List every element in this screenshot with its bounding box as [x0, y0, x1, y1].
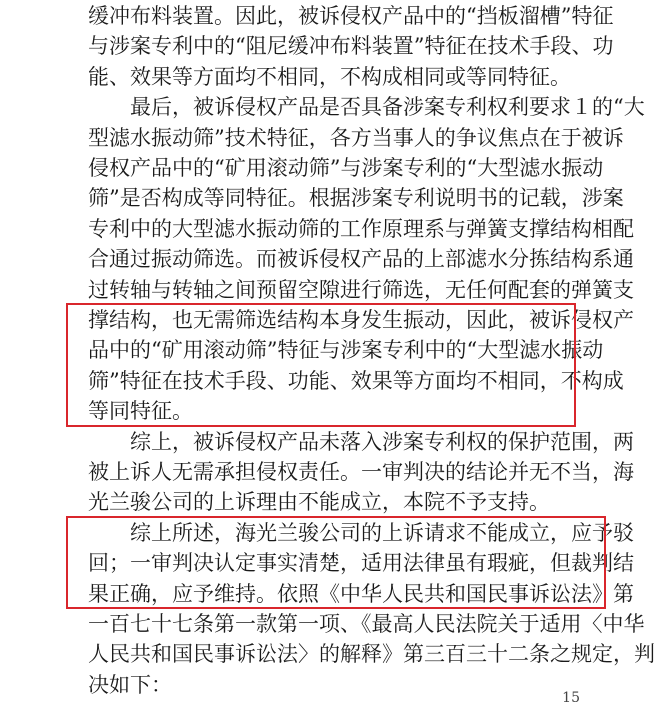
text-line-4: 最后，被诉侵权产品是否具备涉案专利权利要求１的“大	[130, 95, 645, 120]
text-line-17: 光兰骏公司的上诉理由不能成立，本院不予支持。	[88, 490, 550, 515]
text-line-9: 合通过振动筛选。而被诉侵权产品的上部滤水分拣结构系通	[88, 247, 634, 272]
text-line-10: 过转轴与转轴之间预留空隙进行筛选，无任何配套的弹簧支	[88, 277, 634, 302]
text-line-20: 果正确，应予维持。依照《中华人民共和国民事诉讼法》第	[88, 581, 634, 606]
text-line-12: 品中的“矿用滚动筛”特征与涉案专利中的“大型滤水振动	[88, 338, 604, 363]
highlight-box-1	[66, 303, 634, 427]
text-line-8: 专利中的大型滤水振动筛的工作原理系与弹簧支撑结构相配	[88, 216, 634, 241]
text-line-13: 筛”特征在技术手段、功能、效果等方面均不相同，不构成	[88, 368, 624, 393]
text-line-11: 撑结构，也无需筛选结构本身发生振动，因此，被诉侵权产	[88, 308, 634, 332]
page-number: 15	[562, 690, 580, 706]
text-line-14: 等同特征。	[88, 399, 193, 424]
text-line-16: 被上诉人无需承担侵权责任。一审判决的结论并无不当，海	[88, 460, 634, 484]
text-line-15: 综上，被诉侵权产品未落入涉案专利权的保护范围，两	[130, 429, 634, 454]
text-line-1: 缓冲布料装置。因此，被诉侵权产品中的“挡板溜槽”特征	[88, 4, 614, 28]
text-line-19: 回；一审判决认定事实清楚，适用法律虽有瑕疵，但裁判结	[88, 551, 634, 576]
highlight-box-2	[66, 516, 634, 609]
text-line-18: 综上所述，海光兰骏公司的上诉请求不能成立，应予驳	[130, 520, 634, 545]
text-line-21: 一百七十七条第一款第一项、《最高人民法院关于适用〈中华	[88, 612, 645, 636]
text-line-23: 决如下：	[88, 672, 172, 697]
text-line-6: 侵权产品中的“矿用滚动筛”与涉案专利的“大型滤水振动	[88, 156, 604, 180]
text-line-2: 与涉案专利中的“阻尼缓冲布料装置”特征在技术手段、功	[88, 34, 614, 59]
text-line-22: 人民共和国民事诉讼法〉的解释》第三百三十二条之规定，判	[88, 642, 655, 667]
text-line-7: 筛”是否构成等同特征。根据涉案专利说明书的记载，涉案	[88, 186, 624, 211]
text-line-3: 能、效果等方面均不相同，不构成相同或等同特征。	[88, 64, 571, 89]
text-line-5: 型滤水振动筛”技术特征，各方当事人的争议焦点在于被诉	[88, 125, 624, 150]
